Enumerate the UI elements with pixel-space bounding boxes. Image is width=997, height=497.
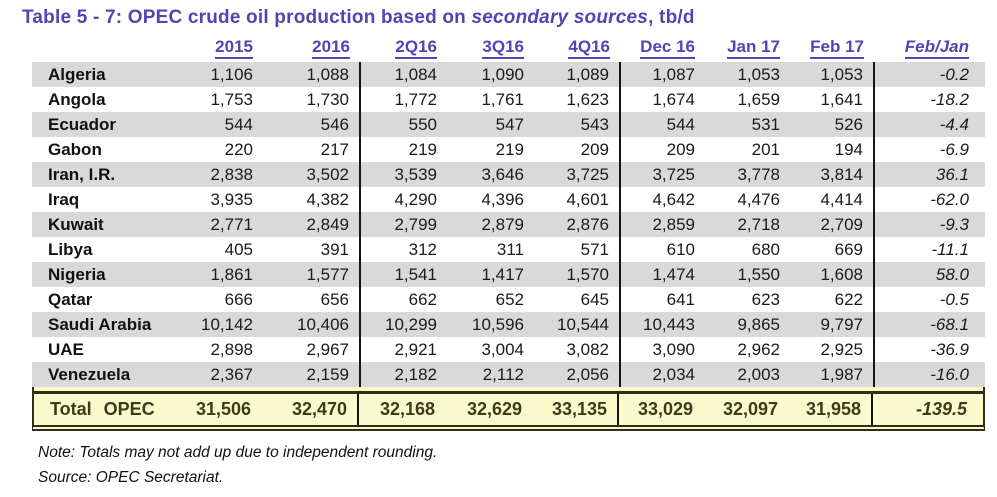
footnotes — [38, 444, 997, 487]
value-cell: 4,382 — [263, 187, 360, 212]
source-note: Source: OPEC Secretariat. — [38, 469, 224, 486]
value-cell: 36.1 — [935, 165, 969, 184]
value-cell: 219 — [495, 140, 524, 159]
value-cell: 1,088 — [263, 62, 360, 87]
value-cell: 2,925 — [790, 337, 874, 362]
value-cell: 2,718 — [737, 215, 780, 234]
country-cell: Iran, I.R. — [48, 165, 116, 184]
value-cell: 3,646 — [481, 165, 524, 184]
country-cell: Libya — [48, 240, 93, 259]
column-header-label: 3Q16 — [482, 37, 524, 59]
table-row-iraq — [32, 187, 985, 212]
country-cell: Venezuela — [48, 365, 131, 384]
value-cell: -0.5 — [939, 290, 969, 309]
value-cell: 1,087 — [652, 65, 695, 84]
value-cell: 645 — [534, 287, 620, 312]
value-cell: 2,921 — [394, 340, 437, 359]
column-header-label: Feb/Jan — [905, 37, 969, 59]
column-header-2016 — [263, 35, 360, 62]
value-cell: 10,596 — [472, 315, 524, 334]
value-cell: 1,541 — [394, 265, 437, 284]
rounding-note: Note: Totals may not add up due to independent rounding. — [38, 444, 438, 461]
value-cell: 2,967 — [263, 337, 360, 362]
table-row-kuwait — [32, 212, 985, 237]
value-cell: -11.1 — [931, 240, 969, 259]
value-cell: 201 — [751, 140, 780, 159]
value-cell: 1,730 — [263, 87, 360, 112]
value-cell: 405 — [224, 240, 253, 259]
value-cell: 1,089 — [534, 62, 620, 87]
total-value-cell: -139.5 — [915, 399, 967, 419]
column-header-label: Feb 17 — [810, 37, 864, 59]
value-cell: 544 — [224, 115, 253, 134]
value-cell: -18.2 — [930, 90, 969, 109]
total-value-cell: 32,629 — [466, 399, 522, 419]
column-header-2q16 — [360, 35, 447, 62]
table-row-iran-i-r- — [32, 162, 985, 187]
table-row-venezuela — [32, 362, 985, 387]
value-cell: 1,772 — [394, 90, 437, 109]
column-header-empty — [32, 35, 165, 62]
value-cell: -4.4 — [939, 115, 969, 134]
value-cell: 1,090 — [481, 65, 524, 84]
value-cell: 1,474 — [652, 265, 695, 284]
value-cell: 9,797 — [790, 312, 874, 337]
value-cell: 2,838 — [210, 165, 253, 184]
column-header-label: Jan 17 — [727, 37, 780, 59]
table-title-italic: secondary sources — [471, 7, 649, 28]
table-row-nigeria — [32, 262, 985, 287]
value-cell: 10,544 — [534, 312, 620, 337]
value-cell: 4,476 — [737, 190, 780, 209]
total-table — [34, 394, 983, 425]
table-header-row — [32, 35, 985, 62]
total-value-cell: 33,135 — [532, 394, 618, 425]
value-cell: 623 — [751, 290, 780, 309]
value-cell: 2,709 — [790, 212, 874, 237]
table-row-libya — [32, 237, 985, 262]
value-cell: 1,623 — [534, 87, 620, 112]
value-cell: 1,053 — [790, 62, 874, 87]
total-value-cell: 32,470 — [261, 394, 358, 425]
value-cell: 1,084 — [394, 65, 437, 84]
total-label-cell: Total OPEC — [50, 399, 155, 419]
value-cell: 1,987 — [790, 362, 874, 387]
column-header-feb-17 — [790, 35, 874, 62]
value-cell: 3,778 — [737, 165, 780, 184]
value-cell: 680 — [751, 240, 780, 259]
value-cell: 3,935 — [210, 190, 253, 209]
value-cell: 2,056 — [534, 362, 620, 387]
country-cell: Gabon — [48, 140, 102, 159]
value-cell: 2,799 — [394, 215, 437, 234]
value-cell: 531 — [751, 115, 780, 134]
value-cell: 652 — [495, 290, 524, 309]
country-cell: Saudi Arabia — [48, 315, 152, 334]
value-cell: 2,849 — [263, 212, 360, 237]
value-cell: -16.0 — [930, 365, 969, 384]
value-cell: 4,601 — [534, 187, 620, 212]
value-cell: 2,159 — [263, 362, 360, 387]
value-cell: 547 — [495, 115, 524, 134]
value-cell: 1,608 — [790, 262, 874, 287]
country-cell: Qatar — [48, 290, 93, 309]
value-cell: 1,761 — [481, 90, 524, 109]
value-cell: 1,861 — [210, 265, 253, 284]
value-cell: 543 — [534, 112, 620, 137]
value-cell: 2,962 — [737, 340, 780, 359]
table-title-suffix: , tb/d — [648, 7, 695, 28]
table-row-qatar — [32, 287, 985, 312]
column-header-4q16 — [534, 35, 620, 62]
value-cell: 2,112 — [482, 365, 524, 384]
value-cell: 391 — [263, 237, 360, 262]
country-cell: Kuwait — [48, 215, 104, 234]
country-cell: Nigeria — [48, 265, 106, 284]
total-section — [32, 387, 985, 431]
table-row-ecuador — [32, 112, 985, 137]
value-cell: 1,417 — [481, 265, 524, 284]
value-cell: 2,182 — [394, 365, 437, 384]
column-header-feb-jan — [874, 35, 985, 62]
value-cell: 641 — [666, 290, 695, 309]
value-cell: 1,577 — [263, 262, 360, 287]
value-cell: 2,034 — [652, 365, 695, 384]
value-cell: 10,142 — [201, 315, 253, 334]
column-header-2015 — [165, 35, 263, 62]
value-cell: 1,659 — [737, 90, 780, 109]
value-cell: -6.9 — [939, 140, 969, 159]
table-row-gabon — [32, 137, 985, 162]
total-row — [34, 394, 983, 425]
value-cell: 656 — [263, 287, 360, 312]
value-cell: 220 — [224, 140, 253, 159]
value-cell: 550 — [408, 115, 437, 134]
value-cell: 10,406 — [263, 312, 360, 337]
value-cell: 10,299 — [385, 315, 437, 334]
table-row-algeria — [32, 62, 985, 87]
value-cell: 2,771 — [210, 215, 253, 234]
value-cell: 662 — [408, 290, 437, 309]
value-cell: 4,290 — [394, 190, 437, 209]
value-cell: 209 — [666, 140, 695, 159]
value-cell: 1,106 — [210, 65, 253, 84]
country-cell: Iraq — [48, 190, 80, 209]
value-cell: 2,859 — [652, 215, 695, 234]
value-cell: 1,674 — [652, 90, 695, 109]
country-cell: UAE — [48, 340, 84, 359]
value-cell: 3,814 — [790, 162, 874, 187]
value-cell: 3,539 — [394, 165, 437, 184]
report-page — [0, 7, 997, 497]
value-cell: 526 — [790, 112, 874, 137]
value-cell: 1,753 — [210, 90, 253, 109]
value-cell: 2,879 — [481, 215, 524, 234]
value-cell: 571 — [534, 237, 620, 262]
value-cell: 546 — [263, 112, 360, 137]
table-body — [32, 62, 985, 387]
value-cell: 4,396 — [481, 190, 524, 209]
value-cell: 2,898 — [210, 340, 253, 359]
value-cell: 3,090 — [652, 340, 695, 359]
total-value-cell: 31,506 — [195, 399, 251, 419]
column-header-label: 2Q16 — [395, 37, 437, 59]
country-cell: Angola — [48, 90, 106, 109]
value-cell: 219 — [408, 140, 437, 159]
value-cell: 3,082 — [534, 337, 620, 362]
value-cell: -0.2 — [939, 65, 969, 84]
value-cell: 194 — [790, 137, 874, 162]
value-cell: 217 — [263, 137, 360, 162]
value-cell: 4,642 — [652, 190, 695, 209]
value-cell: 58.0 — [935, 265, 969, 284]
column-header-3q16 — [447, 35, 534, 62]
value-cell: 2,876 — [534, 212, 620, 237]
column-header-jan-17 — [705, 35, 790, 62]
value-cell: 610 — [666, 240, 695, 259]
value-cell: -62.0 — [930, 190, 969, 209]
value-cell: 2,367 — [210, 365, 253, 384]
table-row-saudi-arabia — [32, 312, 985, 337]
value-cell: 312 — [408, 240, 437, 259]
total-value-cell: 33,029 — [637, 399, 693, 419]
value-cell: 2,003 — [737, 365, 780, 384]
value-cell: 666 — [224, 290, 253, 309]
value-cell: 3,004 — [481, 340, 524, 359]
opec-production-table — [32, 35, 985, 387]
value-cell: 209 — [534, 137, 620, 162]
value-cell: -36.9 — [930, 340, 969, 359]
value-cell: 669 — [790, 237, 874, 262]
value-cell: 1,570 — [534, 262, 620, 287]
column-header-label: 2016 — [312, 37, 350, 59]
country-cell: Algeria — [48, 65, 106, 84]
column-header-label: Dec 16 — [640, 37, 695, 59]
value-cell: 622 — [790, 287, 874, 312]
value-cell: 1,641 — [790, 87, 874, 112]
country-cell: Ecuador — [48, 115, 117, 134]
value-cell: 1,550 — [737, 265, 780, 284]
value-cell: 311 — [496, 240, 524, 259]
total-value-cell: 32,168 — [379, 399, 435, 419]
value-cell: -68.1 — [930, 315, 969, 334]
total-value-cell: 31,958 — [788, 394, 872, 425]
column-header-label: 4Q16 — [568, 37, 610, 59]
value-cell: 544 — [666, 115, 695, 134]
value-cell: 4,414 — [790, 187, 874, 212]
column-header-dec-16 — [620, 35, 705, 62]
value-cell: 9,865 — [737, 315, 780, 334]
value-cell: 3,502 — [263, 162, 360, 187]
value-cell: -9.3 — [939, 215, 969, 234]
table-row-uae — [32, 337, 985, 362]
column-header-label: 2015 — [215, 37, 253, 59]
total-value-cell: 32,097 — [722, 399, 778, 419]
table-title — [22, 7, 997, 29]
value-cell: 1,053 — [737, 65, 780, 84]
value-cell: 10,443 — [643, 315, 695, 334]
value-cell: 3,725 — [534, 162, 620, 187]
table-row-angola — [32, 87, 985, 112]
table-title-prefix: Table 5 - 7: OPEC crude oil production based on — [22, 7, 472, 28]
value-cell: 3,725 — [652, 165, 695, 184]
